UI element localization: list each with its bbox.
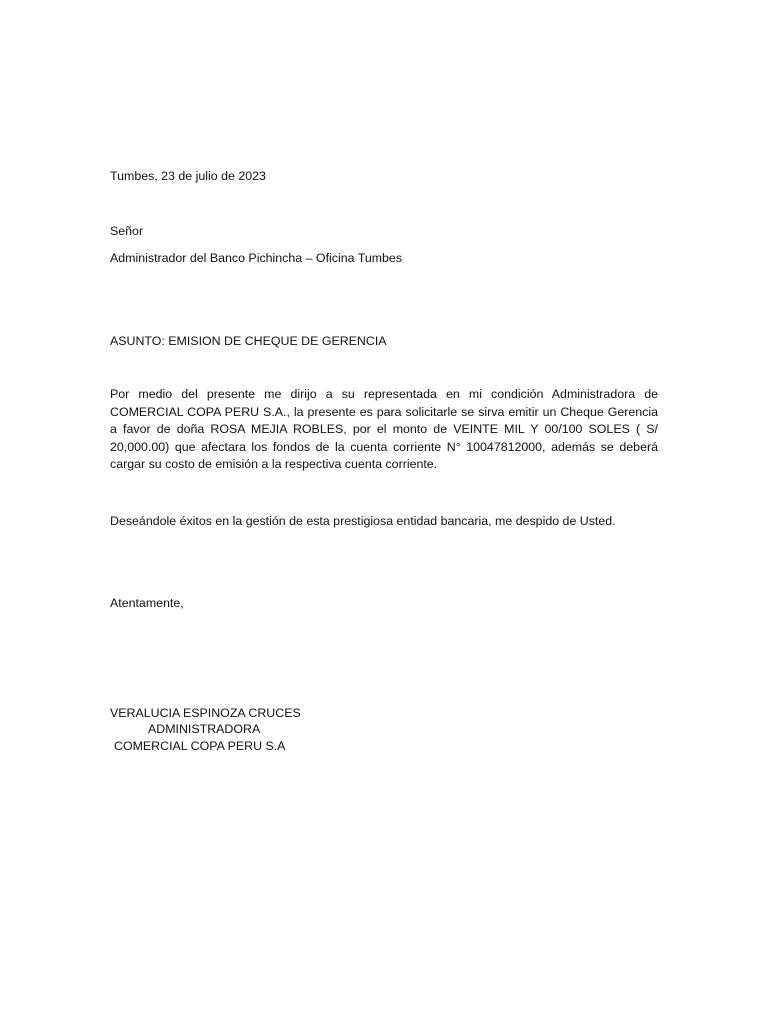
- body-paragraph-request: Por medio del presente me dirijo a su representada en mi condición Administradora de COMERCIAL COPA PERU S.A., la presente es para solicitarle se sirva emitir un Cheque Gerencia a favor de doña ROSA MEJIA ROBLES, por el monto de VEINTE MIL Y 00/100 SOLES ( S/ 20,000.00) que afectara los fondos de la cuenta corriente N° 10047812000, además se deberá cargar su costo de emisión a la respectiva cuenta corriente.: [110, 387, 658, 471]
- subject-line: ASUNTO: EMISION DE CHEQUE DE GERENCIA: [110, 334, 387, 348]
- body-paragraph-farewell: Deseándole éxitos en la gestión de esta prestigiosa entidad bancaria, me despido de Usted.: [110, 514, 616, 528]
- signer-company: COMERCIAL COPA PERU S.A: [114, 739, 286, 753]
- signer-title: ADMINISTRADORA: [148, 722, 261, 736]
- salutation: Señor: [110, 224, 144, 238]
- place-date: Tumbes, 23 de julio de 2023: [110, 169, 266, 183]
- recipient: Administrador del Banco Pichincha – Oficina Tumbes: [110, 251, 403, 265]
- closing: Atentamente,: [110, 596, 184, 610]
- signer-name: VERALUCIA ESPINOZA CRUCES: [110, 706, 301, 720]
